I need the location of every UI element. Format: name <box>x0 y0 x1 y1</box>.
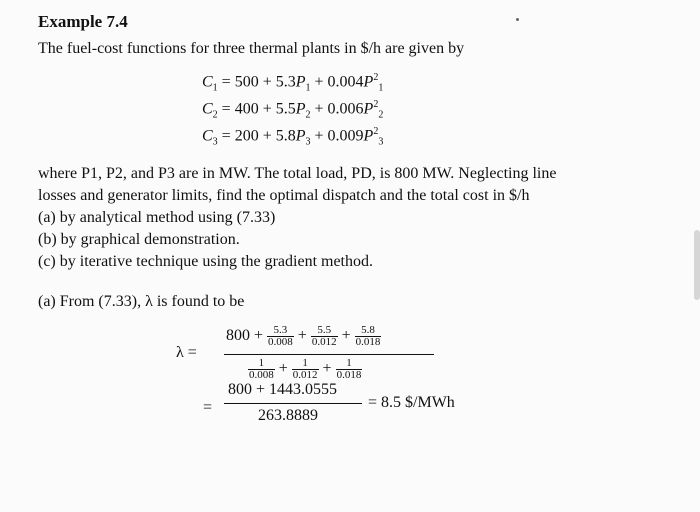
scrollbar[interactable] <box>694 230 700 300</box>
fraction: $\frac{5.8}{0.018}$ <box>355 324 381 348</box>
cost-equation-2: $C_2 = 400 + 5.5P_2 + 0.006P^2_2$ <box>202 99 384 121</box>
fraction: $\frac{1}{0.012}$ <box>292 357 318 381</box>
lambda-numerator: 800 + $\frac{5.3}{0.008}$ + $\frac{5.5}{0.012}$ + $\frac{5.8}{0.018}$ <box>226 324 381 348</box>
fraction-bar <box>224 403 362 404</box>
item-b: (b) by graphical demonstration. <box>38 231 240 248</box>
second-denominator: 263.8889 <box>258 407 318 424</box>
lambda-denominator: $\frac{1}{0.008}$ + $\frac{1}{0.012}$ + $\frac{1}{0.018}$ <box>249 357 362 381</box>
fraction-bar <box>224 354 434 355</box>
item-c: (c) by iterative technique using the gradient method. <box>38 253 373 270</box>
cost-equation-3: $C_3 = 200 + 5.8P_3 + 0.009P^2_3$ <box>202 126 384 148</box>
where-line-2: losses and generator limits, find the optimal dispatch and the total cost in $/h <box>38 187 530 204</box>
equals-sign: = <box>203 399 213 416</box>
second-numerator: 800 + 1443.0555 <box>228 381 338 398</box>
example-heading: Example 7.4 <box>38 12 128 31</box>
item-a: (a) by analytical method using (7.33) <box>38 209 276 226</box>
fraction: $\frac{1}{0.008}$ <box>249 357 274 381</box>
fraction: $\frac{5.5}{0.012}$ <box>311 324 337 348</box>
fraction: $\frac{1}{0.018}$ <box>336 357 362 381</box>
lambda-result: = 8.5 $/MWh <box>368 394 455 411</box>
where-line-1: where P1, P2, and P3 are in MW. The total load, PD, is 800 MW. Neglecting line <box>38 165 557 182</box>
cost-equation-1: $C_1 = 500 + 5.3P_1 + 0.004P^2_1$ <box>202 72 384 94</box>
fraction: $\frac{5.3}{0.008}$ <box>268 324 293 348</box>
bullet-dot <box>516 18 519 21</box>
intro-text: The fuel-cost functions for three thermal plants in $/h are given by <box>38 40 465 57</box>
lambda-symbol: λ = <box>176 344 197 361</box>
part-a-text: (a) From (7.33), λ is found to be <box>38 293 245 310</box>
